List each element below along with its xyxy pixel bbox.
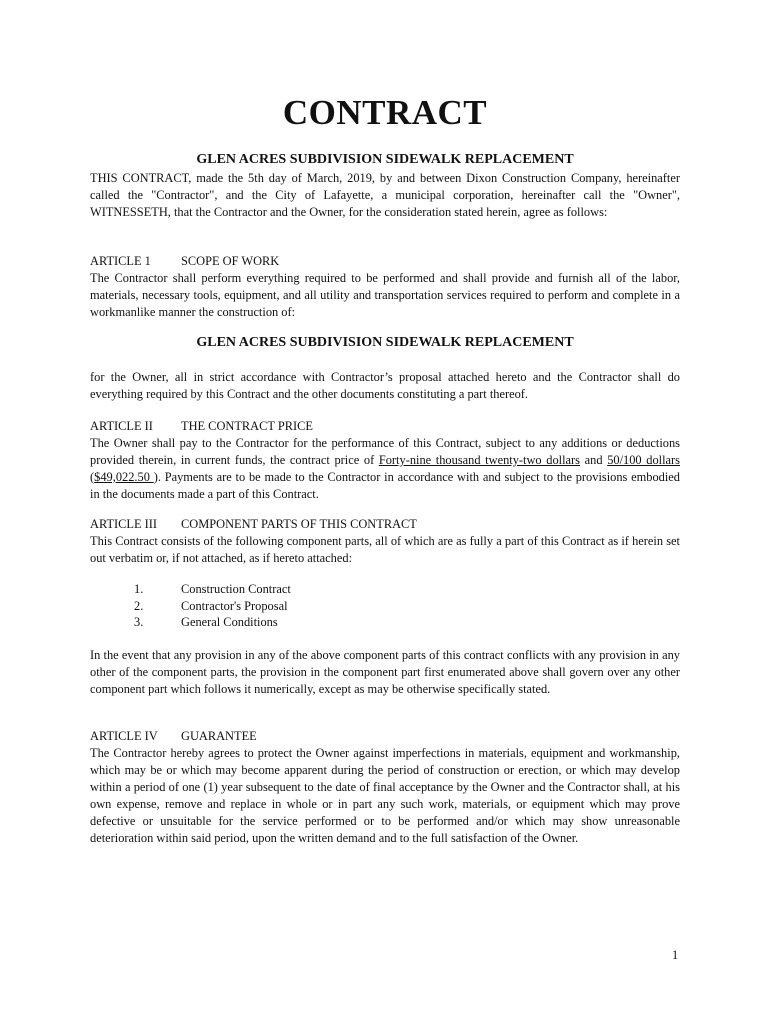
contract-price-number: $49,022.50 [94,470,154,484]
document-title: CONTRACT [282,93,488,132]
article-2-text-b: Payments are to be made to the Contractor in accordance with and subject to the provisions embodied in the documents made a part of this Contract. [90,470,681,501]
article-4 [90,728,680,847]
article-3-text: This Contract consists of the following component parts, all of which are as fully a part of this Contract as if herein set out verbatim or, if not attached, as if hereto attached: [90,534,680,565]
article-2-text-a: The Owner shall pay to the Contractor for the performance of this Contract, subject to any additions or deductions provided therein, in current funds, the contract price of [90,436,680,467]
list-item-label: General Conditions [181,615,278,629]
list-item [134,581,291,598]
intro-text: THIS CONTRACT, made the 5th day of March, 2019, by and between Dixon Construction Company, hereinafter called the "Contractor", and the City of Lafayette, a municipal corporation, hereinafter call the "Owner", WITNESSETH, that the Contractor and the Owner, for the consideration stated herein, agree as follows: [90,171,680,219]
article-3-header [90,516,680,533]
article-2-header [90,418,680,435]
contract-price-words: Forty-nine thousand twenty-two dollars [378,453,580,467]
article-4-text: The Contractor hereby agrees to protect the Owner against imperfections in materials, equipment and workmanship, which may be or which may become apparent during the period of construction or erection, or which may develop within a period of one (1) year subsequent to the date of final acceptance by the Owner and the Contractor shall, at his own expense, remove and replace in whole or in part any such work, materials, or equipment which may prove defective or unsuitable for the service performed or to be performed and/or which may show unreasonable deterioration within said period, upon the written demand and to the full satisfaction of the Owner. [90,746,680,845]
article-2-number: ARTICLE II [90,419,153,433]
article-3-number: ARTICLE III [90,517,158,531]
article-1-header [90,253,680,270]
price-paren-open: ( [90,470,95,484]
article-1-text: The Contractor shall perform everything required to be performed and shall provide and furnish all of the labor, materials, necessary tools, equipment, and all utility and transportation services required to perform and complete in a workmanlike manner the construction of: [90,271,680,319]
list-item-label: Contractor's Proposal [181,598,288,613]
article-1 [90,253,680,321]
article-2 [90,418,680,503]
article-2-and: and [580,453,608,467]
intro-paragraph [90,170,680,221]
list-item [134,614,291,631]
list-item-number: 1. [134,582,144,596]
article-3-heading: COMPONENT PARTS OF THIS CONTRACT [181,517,417,531]
article-1-heading: SCOPE OF WORK [181,254,280,268]
article-4-heading: GUARANTEE [181,729,257,743]
article-1-project: GLEN ACRES SUBDIVISION SIDEWALK REPLACEMENT [196,335,574,350]
article-1-text-2: for the Owner, all in strict accordance with Contractor’s proposal attached hereto and the Contractor shall do everything required by this Contract and the other documents constituting a part thereof. [90,370,680,401]
list-item-number: 2. [134,598,144,613]
project-title: GLEN ACRES SUBDIVISION SIDEWALK REPLACEMENT [196,152,574,167]
page-number: 1 [672,948,679,962]
list-item-number: 3. [134,615,144,629]
price-paren-close: ). [153,470,161,484]
list-item-label: Construction Contract [181,582,291,596]
contract-price-cents: 50/100 dollars [607,453,680,467]
article-4-number: ARTICLE IV [90,729,158,743]
article-3-text-2: In the event that any provision in any of the above component parts of this contract conflicts with any provision in any other of the component parts, the provision in the component part first enumerated above shall govern over any other component part which follows it numerically, except as may be otherwise specifically stated. [90,648,680,696]
component-parts-list [134,581,291,631]
article-3 [90,516,680,567]
article-4-header [90,728,680,745]
article-1-number: ARTICLE 1 [90,254,151,268]
article-3-continuation [90,647,680,698]
article-1-continuation [90,369,680,403]
article-2-text [90,435,680,503]
list-item [134,598,291,615]
article-2-heading: THE CONTRACT PRICE [181,419,313,433]
